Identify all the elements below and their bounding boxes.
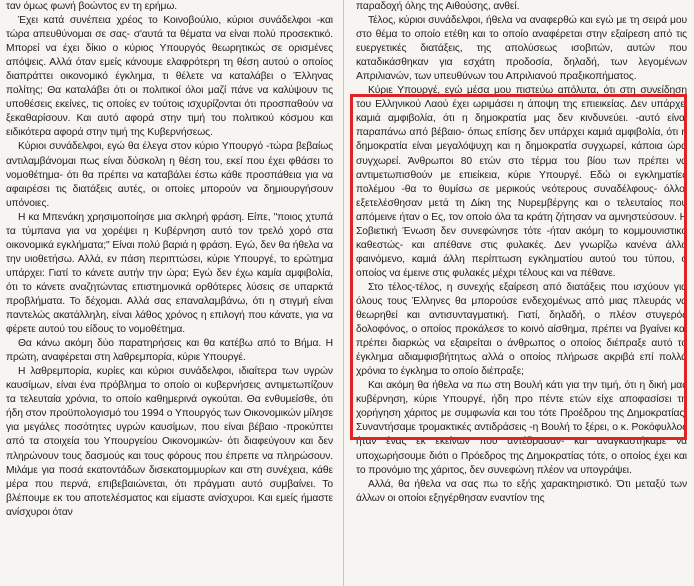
paragraph: Η κα Μπενάκη χρησιμοποίησε μια σκληρή φράση. Είπε, "ποιος χτυπά τα τύμπανα για να χορέψει η Κυβέρνηση αυτό τον τρελό χορό στα οικονομικά εγκλήματα;" Είναι πολύ βαριά η φράση. Εγώ, δεν θα ήθελα να την υιοθετήσω. Αλλά, εν πάση περιπτώσει, κύριε Υπουργέ, το ερώτημα υπάρχει: Γιατί το κάνετε αυτήν την ώρα; Εγώ δεν έχω καμία αμφιβολία, ότι το κάνετε αναζητώντας επιστημονικά ορθότερες λύσεις σε υπαρκτά προβλήματα. Το δέχομαι. Αλλά σας επαναλαμβάνω, ότι η στιγμή είναι παντελώς ακατάλληλη, είναι λάθος χρόνος η επιλογή που κάνατε, για να φέρετε αυτού του είδους το νομοθέτημα.: [6, 211, 333, 336]
paragraph: Κύριε Υπουργέ, εγώ μέσα μου πιστεύω απόλυτα, ότι στη συνείδηση του Ελληνικού Λαού έχει ωριμάσει η άποψη της επιεικείας. Δεν υπάρχει καμιά αμφιβολία, ότι η δημοκρατία μας δεν κινδυνεύει. -αυτό είναι παραπάνω από βέβαιο- όπως επίσης δεν υπάρχει καμιά αμφιβολία, ότι η δημοκρατία είναι μεγαλόψυχη και η δημοκρατία συγχωρεί, κάποια ώρα συγχωρεί. Άνθρωποι 80 ετών στο τέρμα του βίου των πρέπει να αντιμετωπισθούν με επιείκεια, κύριε Υπουργέ. Εδώ οι εγκληματίες πολέμου -θα το θυμίσω σε μερικούς νεότερους συναδέλφους- όλλοι εξετελέσθησαν μετά τη Δίκη της Νυρεμβέργης και ο τελευταίος που απόμεινε ήταν ο Ες, τον οποίο όλα τα κράτη ζήτησαν να αμνηστεύσουν. Η Σοβιετική Ένωση δεν συνεφώνησε τότε -ήταν ακόμη το κομμουνιστικό καθεστώς- και απέθανε στις φυλακές. Δεν γνωρίζω κανένα άλλο φαινόμενο, καμιά άλλη περίπτωση εγκληματίου αυτού του τύπου, ο οποίος να έμεινε στις φυλακές μέχρι τέλους και να πέθανε.: [356, 85, 687, 279]
paragraph: Θα κάνω ακόμη δύο παρατηρήσεις και θα κατέβω από το Βήμα. Η πρώτη, αναφέρεται στη λαθρεμπορία, κύριε Υπουργέ.: [6, 338, 333, 364]
paragraph: Έχει κατά συνέπεια χρέος το Κοινοβούλιο, κύριοι συνάδελφοι -και τώρα απευθύνομαι σε σας- σ'αυτά τα θέματα να είναι πολύ προσεκτικό. Μπορεί να έχει δίκιο ο κύριος Υπουργός θεωρητικώς σε ορισμένες απόψεις. Αλλά όταν εμείς κάνουμε ελαφρότερη τη θέση αυτού ο οποίος διαπράττει οικονομικό έγκλημα, τι θέλετε να καταλάβει ο Έλληνας πολίτης; Θα καταλάβει ότι οι πολιτικοί όλοι μαζί πάνε να καλύψουν τις υποθέσεις εκείνες, τις οποίες εν τούτοις ισχυρίζονται ότι προσπαθούν να ξεκαθαρίσουν. Και αυτό αφορά στην τιμή του πολιτικού κόσμου και ειδικότερα αφορά στην τιμή της Κυβερνήσεως.: [6, 15, 333, 139]
paragraph: Και ακόμη θα ήθελα να πω στη Βουλή κάτι για την τιμή, ότι η δική μας κυβέρνηση, κύριε Υπουργέ, ήδη προ πέντε ετών είχε αποφασίσει τη χορήγηση χάριτος με συμφωνία και του τότε Προέδρου της Δημοκρατίας. Συναντήσαμε τρομακτικές αντιδράσεις -η Βουλή το ξέρει, ο κ. Ροκόφυλλος ήταν ένας εκ εκείνων που αντέδρασαν- και αναγκαστήκαμε να υποχωρήσουμε διότι ο Πρόεδρος της Δημοκρατίας τότε, ο οποίος έχει και το προνόμιο της χάριτος, δεν συνεφώνη πλέον να υπογράψει.: [356, 380, 687, 476]
right-column: [356, 0, 687, 506]
paragraph: Κύριοι συνάδελφοι, εγώ θα έλεγα στον κύριο Υπουργό -τώρα βεβαίως αντιλαμβάνομαι πως είναι δύσκολη η θέση του, εκεί που έχει φθάσει το νομοθέτημα- ότι θα πρέπει να καταβάλει έστω κάθε προσπάθεια για να αφαιρέσει τις διατάξεις αυτές, οι οποίες μπορούν να δημιουργήσουν υπόνοιες.: [6, 141, 333, 209]
column-divider: [343, 0, 344, 586]
paragraph: Τέλος, κύριοι συνάδελφοι, ήθελα να αναφερθώ και εγώ με τη σειρά μου στο θέμα το οποίο ετέθη και το οποίο αναφέρεται στην εξαίρεση από τις ευεργετικές διατάξεις, της απολύσεως ισοβιτών, αυτών που καταδικάσθηκαν για εσχάτη προδοσία, δηλαδή, των λεγομένων Απριλιανών, των υπευθύνων του Απριλιανού πραξικοπήματος.: [356, 15, 687, 83]
paragraph: Αλλά, θα ήθελα να σας πω το εξής χαρακτηριστικό. Ότι μεταξύ των άλλων οι οποίοι εξηγέρθησαν εναντίον της: [356, 478, 687, 504]
paragraph: Η λαθρεμπορία, κυρίες και κύριοι συνάδελφοι, ιδιαίτερα των υγρών καυσίμων, είναι ένα πρόβλημα το οποίο οι κυβερνήσεις αντιμετωπίζουν τα τελευταία χρόνια, το οποίο καθημερινά ογκούται. Θα ενθυμείσθε, ότι ήδη στον προϋπολογισμό του 1994 ο Υπουργός των Οικονομικών μίλησε για μεγάλες ποσότητες υγρών καυσίμων, που είναι βέβαιο -προκύπτει από τα στοιχεία του Υπουργείου Οικονομικών- ότι διαφεύγουν και δεν πληρώνουν τους δασμούς και τους φόρους που έπρεπε να πληρώσουν. Μιλάμε για ποσά εκατοντάδων δισεκατομμυρίων και στη συνέχεια, κάθε μέρα που περνά, επιβεβαιώνεται, ότι πράγματι αυτό συμβαίνει. Το βλέπουμε εκ του αποτελέσματος και είμαστε ανίσχυροι. Και εμείς ήμαστε ανίσχυροι όταν: [6, 366, 333, 518]
paragraph: παραδοχή όλης της Αιθούσης, ανθεί.: [356, 1, 520, 12]
left-column: [6, 0, 333, 520]
paragraph: Στο τέλος-τέλος, η συνεχής εξαίρεση από διατάξεις που ισχύουν για όλους τους Έλληνες θα μπορούσε ενδεχομένως από μιας πλευράς να θεωρηθεί και αντισυνταγματική. Γιατί, δηλαδή, ο πλέον στυγερός δολοφόνος, ο οποίος προκάλεσε το κοινό αίσθημα, πρέπει να βγαίνει και πρέπει διαρκώς να εξαιρείται ο άνθρωπος ο οποίος διέπραξε αυτό το έγκλημα αδιαμφισβήτητως αλλά ο οποίος πλήρωσε ακριβά επί πολλά χρόνια το έγκλημα το οποίο διέπραξε;: [356, 281, 687, 378]
paragraph: ταν όμως φωνή βοώντος εν τη ερήμω.: [6, 1, 178, 12]
